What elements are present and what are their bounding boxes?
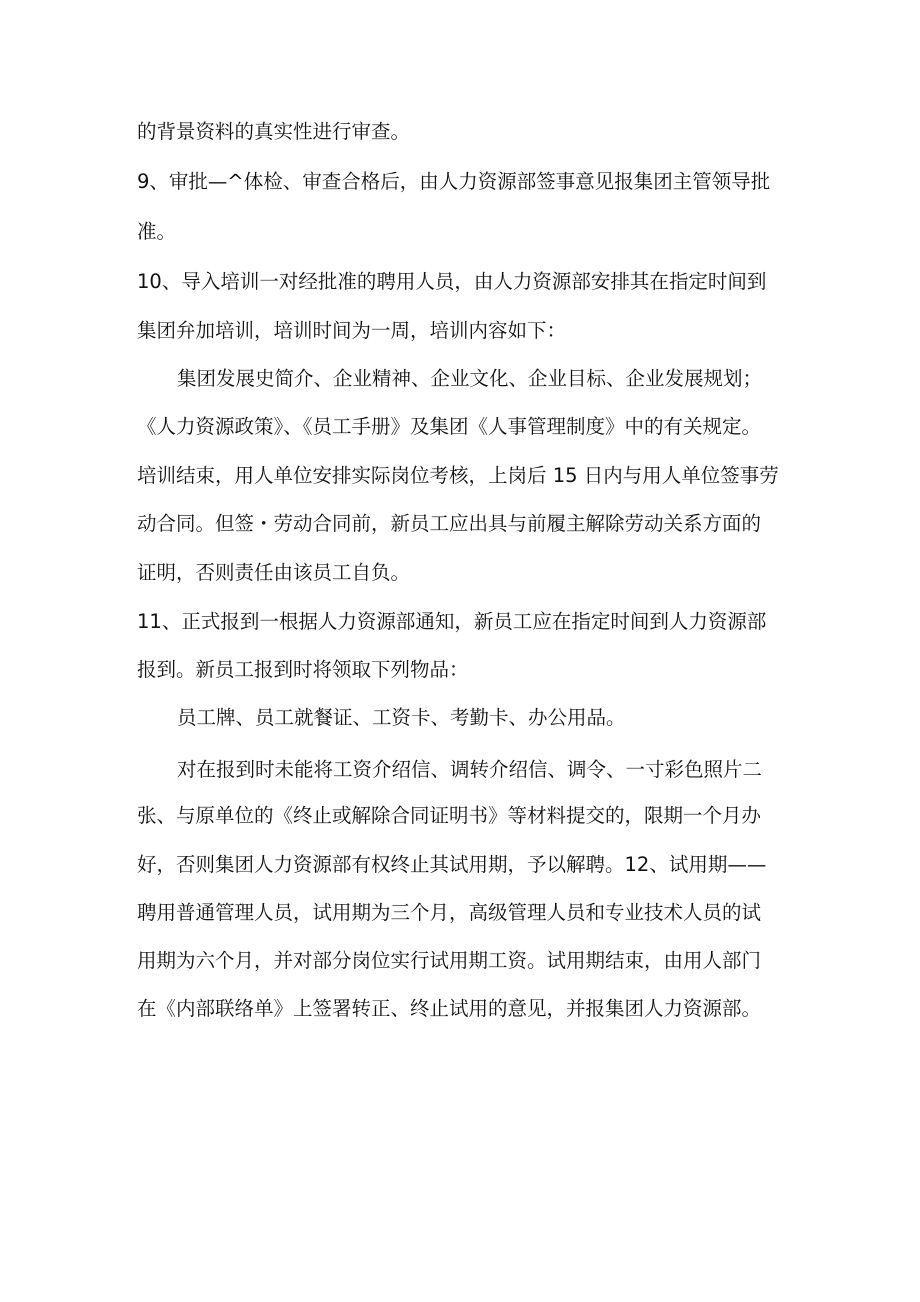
text-line: 11、正式报到一根据人力资源部通知，新员工应在指定时间到人力资源部 (137, 610, 767, 633)
text-line: 的背景资料的真实性进行审查。 (137, 120, 411, 143)
text-line: 10、导入培训一对经批准的聘用人员，由人力资源部安排其在指定时间到 (137, 270, 767, 293)
text-line: 员工牌、员工就餐证、工资卡、考勤卡、办公用品。 (177, 706, 626, 729)
text-line: 集团弁加培训，培训时间为一周，培训内容如下： (137, 319, 567, 342)
text-line: 培训结束，用人单位安排实际岗位考核，上岗后 15 日内与用人单位签事劳 (137, 464, 779, 487)
text-line: 在《内部联络单》上签署转正、终止试用的意见，并报集团人力资源部。 (137, 997, 762, 1020)
text-line: 证明，否则责任由该员工自负。 (137, 561, 411, 584)
text-line: 好，否则集团人力资源部有权终止其试用期，予以解聘。12、试用期—— (137, 853, 767, 876)
text-line: 对在报到时未能将工资介绍信、调转介绍信、调令、一寸彩色照片二 (177, 758, 763, 781)
text-line: 集团发展史简介、企业精神、企业文化、企业目标、企业发展规划； (177, 367, 763, 390)
text-line: 9、审批—^体检、审查合格后，由人力资源部签事意见报集团主管领导批 (137, 170, 771, 193)
text-line: 聘用普通管理人员，试用期为三个月，高级管理人员和专业技术人员的试 (137, 901, 762, 924)
text-line: 报到。新员工报到时将领取下列物品： (137, 658, 469, 681)
text-line: 张、与原单位的《终止或解除合同证明书》等材料提交的，限期一个月办 (137, 804, 762, 827)
text-line: 用期为六个月，并对部分岗位实行试用期工资。试用期结束，由用人部门 (137, 949, 762, 972)
text-line: 《人力资源政策》、《员工手册》及集团《人事管理制度》中的有关规定。 (137, 415, 762, 438)
text-line: 动合同。但签・劳动合同前，新员工应出具与前履主解除劳动关系方面的 (137, 512, 762, 535)
text-line: 准。 (137, 220, 177, 243)
